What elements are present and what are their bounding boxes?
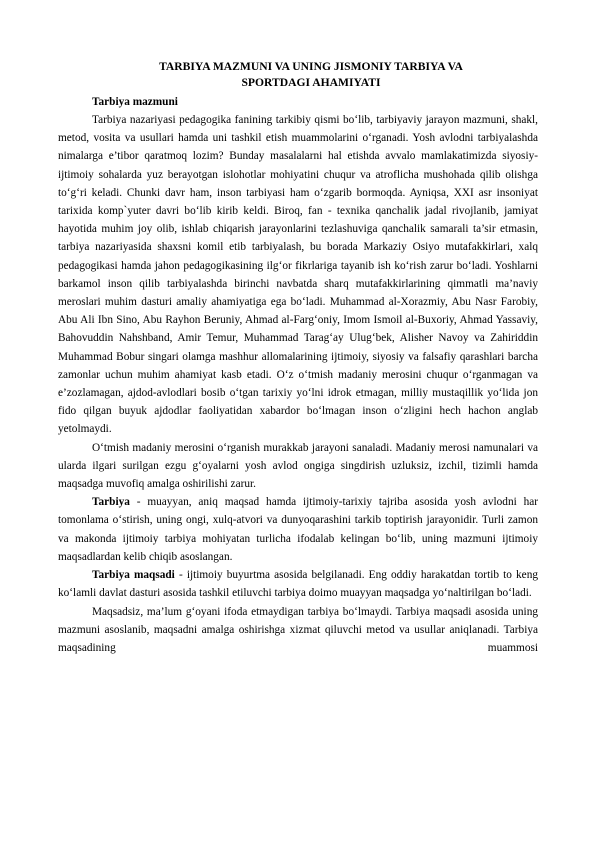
- term-tarbiya: Tarbiya: [92, 496, 130, 509]
- title-line-2: SPORTDAGI AHAMIYATI: [241, 76, 381, 90]
- section-subheading: Tarbiya mazmuni: [92, 95, 178, 108]
- paragraph-2: O‘tmish madaniy merosini o‘rganish murakkab jarayoni sanaladi. Madaniy merosi namunalari va ularda ilgari surilgan ezgu g‘oyalarni yosh avlod ongiga singdirish uzluksiz, izchil, tizimli hamda maqsadga muvofiq amalga oshirilishi zarur.: [58, 441, 538, 491]
- paragraph-4-text: - ijtimoiy buyurtma asosida belgilanadi. Eng oddiy harakatdan tortib to keng ko‘lamli davlat dasturi asosida tashkil etiluvchi tarbiya doimo muayyan maqsadga yo‘naltirilgan bo‘ladi.: [58, 569, 538, 600]
- paragraph-3: [58, 493, 538, 566]
- document-title: [58, 59, 538, 92]
- paragraph-5: Maqsadsiz, ma’lum g‘oyani ifoda etmaydigan tarbiya bo‘lmaydi. Tarbiya maqsadi asosida uning mazmuni asoslanib, maqsadni amalga oshirishga xizmat qiluvchi metod va usullar aniqlanadi. Tarbiya maqsadining muammosi: [58, 605, 538, 654]
- term-tarbiya-maqsadi: Tarbiya maqsadi: [92, 569, 175, 582]
- title-line-1: TARBIYA MAZMUNI VA UNING JISMONIY TARBIYA VA: [159, 60, 463, 73]
- paragraph-1: Tarbiya nazariyasi pedagogika fanining tarkibiy qismi bo‘lib, tarbiyaviy jarayon mazmuni, shakl, metod, vosita va usullari hamda uni tashkil etish muammolarini o‘rganadi. Yosh avlodni tarbiyalashda nimalarga e’tibor qaratmoq lozim? Bunday masalalarni hal etishda avvalo mamlakatimizda siyosiy-ijtimoiy sohalarda yuz berayotgan islohotlar mohiyatini chuqur va atroflicha mushohada qilib olishga to‘g‘ri keladi. Chunki davr ham, inson tarbiyasi ham o‘zgarib bormoqda. Ayniqsa, XXI asr insoniyat tarixida komp`yuter davri bo‘lib kirib keldi. Biroq, fan - texnika qanchalik jadal rivojlanib, jamiyat hayotida muhim joy olib, ishlab chiqarish jarayonlarini tezlashuviga qanchalik samarali ta’sir etmasin, tarbiya nazariyasida shaxsni komil etib tarbiyalash, bu borada Markaziy Osiyo mutafakkirlari, xalq pedagogikasi hamda jahon pedagogikasining ilg‘or fikrlariga tayanib ish ko‘rish zarur bo‘ladi. Yoshlarni barkamol inson qilib tarbiyalashda birinchi navbatda sharq mutafakkirlarining qimmatli ma’naviy meroslari muhim dasturi amaliy ahamiyatiga ega bo‘ladi. Muhammad al-Xorazmiy, Abu Nasr Farobiy, Abu Ali Ibn Sino, Abu Rayhon Beruniy, Ahmad al-Farg‘oniy, Imom Ismoil al-Buxoriy, Ahmad Yassaviy, Bahovuddin Nahshband, Amir Temur, Muhammad Tarag‘ay Ulug‘bek, Alisher Navoy va Zahiriddin Muhammad Bobur singari olamga mashhur allomalarining ijtimoiy, siyosiy va falsafiy qarashlari barcha zamonlar uchun muhim ahamiyat kasb etadi. O‘z o‘tmish madaniy merosini chuqur o‘rganmagan va e’zozlamagan, ajdod-avlodlari bosib o‘tgan tarixiy yo‘lni idrok etmagan, milliy mustaqillik yo‘lida jon fido qilgan buyuk ajdodlar faoliyatidan xabardor bo‘lmagan inson o‘zligini hech hachon anglab yetolmaydi.: [58, 114, 538, 436]
- document-page: [58, 59, 538, 657]
- paragraph-4: [58, 566, 538, 602]
- paragraph-3-text: - muayyan, aniq maqsad hamda ijtimoiy-tarixiy tajriba asosida yosh avlodni har tomonlama o‘stirish, uning ongi, xulq-atvori va dunyoqarashini tarkib toptirish jarayonidir. Turli zamon va makonda ijtimoiy tarbiya mohiyatan turlicha ifodalab kelingan bo‘lib, uning mazmuni ijtimoiy maqsadlardan kelib chiqib asoslangan.: [58, 496, 538, 563]
